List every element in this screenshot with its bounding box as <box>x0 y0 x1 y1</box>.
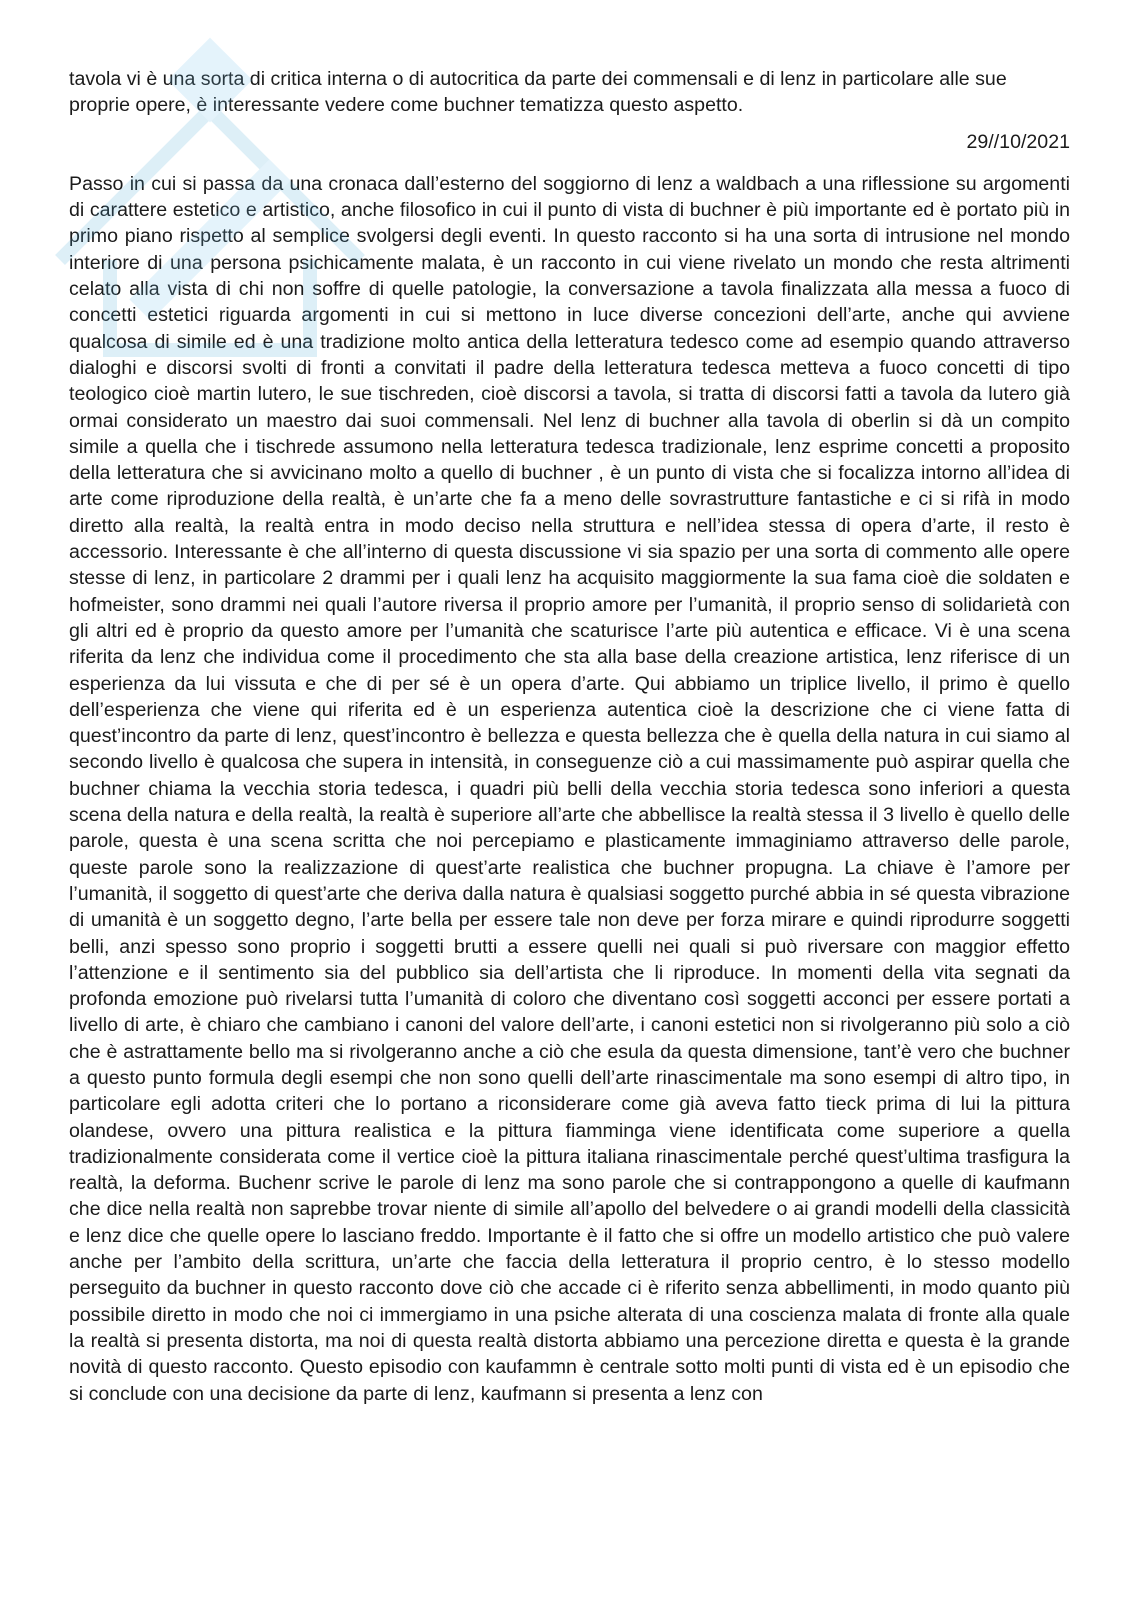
date-label: 29//10/2021 <box>966 130 1070 153</box>
intro-paragraph: tavola vi è una sorta di critica interna o di autocritica da parte dei commensali e di lenz in particolare alle sue proprie opere, è interessante vedere come buchner tematizza questo aspetto. <box>69 68 1007 117</box>
main-paragraph: Passo in cui si passa da una cronaca dall’esterno del soggiorno di lenz a waldbach a una riflessione su argomenti di carattere estetico e artistico, anche filosofico in cui il punto di vista di buchner è più importante ed è portato più in primo piano rispetto al semplice svolgersi degli eventi. In questo racconto si ha una sorta di intrusione nel mondo interiore di una persona psichicamente malata, è un racconto in cui viene rivelato un mondo che resta altrimenti celato alla vista di chi non soffre di quelle patologie, la conversazione a tavola finalizzata alla messa a fuoco di concetti estetici riguarda argomenti in cui si mettono in luce diverse concezioni dell’arte, anche qui avviene qualcosa di simile ed è una tradizione molto antica della letteratura tedesco come ad esempio quando attraverso dialoghi e discorsi svolti di fronti a convitati il padre della letteratura tedesca metteva a fuoco concetti di tipo teologico cioè martin lutero, le sue tischreden, cioè discorsi a tavola, si tratta di discorsi fatti a tavola da lutero già ormai considerato un maestro dai suoi commensali. Nel lenz di buchner alla tavola di oberlin si dà un compito simile a quella che i tischrede assumono nella letteratura tedesca tradizionale, lenz esprime concetti a proposito della letteratura che si avvicinano molto a quello di buchner , è un punto di vista che si focalizza intorno all’idea di arte come riproduzione della realtà, è un’arte che fa a meno delle sovrastrutture fantastiche e ci si rifà in modo diretto alla realtà, la realtà entra in modo deciso nella struttura e nell’idea stessa di opera d’arte, il resto è accessorio. Interessante è che all’interno di questa discussione vi sia spazio per una sorta di commento alle opere stesse di lenz, in particolare 2 drammi per i quali lenz ha acquisito maggiormente la sua fama cioè die soldaten e hofmeister, sono drammi nei quali l’autore riversa il proprio amore per l’umanità, il proprio senso di solidarietà con gli altri ed è proprio da questo amore per l’umanità che scaturisce l’arte più autentica e efficace. Vi è una scena riferita da lenz che individua come il procedimento che sta alla base della creazione artistica, lenz riferisce di un esperienza da lui vissuta e che di per sé è un opera d’arte. Qui abbiamo un triplice livello, il primo è quello dell’esperienza che viene qui riferita ed è un esperienza autentica cioè la descrizione che ci viene fatta di quest’incontro da parte di lenz, quest’incontro è bellezza e questa bellezza che è quella della natura in cui siamo al secondo livello è qualcosa che supera in intensità, in conseguenze ciò a cui massimamente può aspirar quella che buchner chiama la vecchia storia tedesca, i quadri più belli della vecchia storia tedesca sono inferiori a questa scena della natura e della realtà, la realtà è superiore all’arte che abbellisce la realtà stessa il 3 livello è quello delle parole, questa è una scena scritta che noi percepiamo e plasticamente immaginiamo attraverso delle parole, queste parole sono la realizzazione di quest’arte realistica che buchner propugna. La chiave è l’amore per l’umanità, il soggetto di quest’arte che deriva dalla natura è qualsiasi soggetto purché abbia in sé questa vibrazione di umanità è un soggetto degno, l’arte bella per essere tale non deve per forza mirare e quindi riprodurre soggetti belli, anzi spesso sono proprio i soggetti brutti a essere quelli nei quali si può riversare con maggior effetto l’attenzione e il sentimento sia del pubblico sia dell’artista che li riproduce. In momenti della vita segnati da profonda emozione può rivelarsi tutta l’umanità di coloro che diventano così soggetti acconci per essere portati a livello di arte, è chiaro che cambiano i canoni del valore dell’arte, i canoni estetici non si rivolgeranno più solo a ciò che è astrattamente bello ma si rivolgeranno anche a ciò che esula da questa dimensione, tant’è vero che buchner a questo punto formula degli esempi che non sono quelli dell’arte rinascimentale ma sono esempi di altro tipo, in particolare egli adotta criteri che lo portano a riconsiderare come già aveva fatto tieck prima di lui la pittura olandese, ovvero una pittura realistica e la pittura fiamminga viene identificata come superiore a quella tradizionalmente considerata come il vertice cioè la pittura italiana rinascimentale perché quest’ultima trasfigura la realtà, la deforma. Buchenr scrive le parole di lenz ma sono parole che si contrappongono a quelle di kaufmann che dice nella realtà non saprebbe trovar niente di simile all’apollo del belvedere o ai grandi modelli della classicità e lenz dice che quelle opere lo lasciano freddo. Importante è il fatto che si offre un modello artistico che può valere anche per l’ambito della scrittura, un’arte che faccia della letteratura il proprio centro, è lo stesso modello perseguito da buchner in questo racconto dove ciò che accade ci è riferito senza abbellimenti, in modo quanto più possibile diretto in modo che noi ci immergiamo in una psiche alterata di una coscienza malata di fronte alla quale la realtà si presenta distorta, ma noi di questa realtà distorta abbiamo una percezione diretta e questa è la grande novità di questo racconto. Questo episodio con kaufammn è centrale sotto molti punti di vista ed è un episodio che si conclude con una decisione da parte di lenz, kaufmann si presenta a lenz con <box>69 172 1070 1405</box>
